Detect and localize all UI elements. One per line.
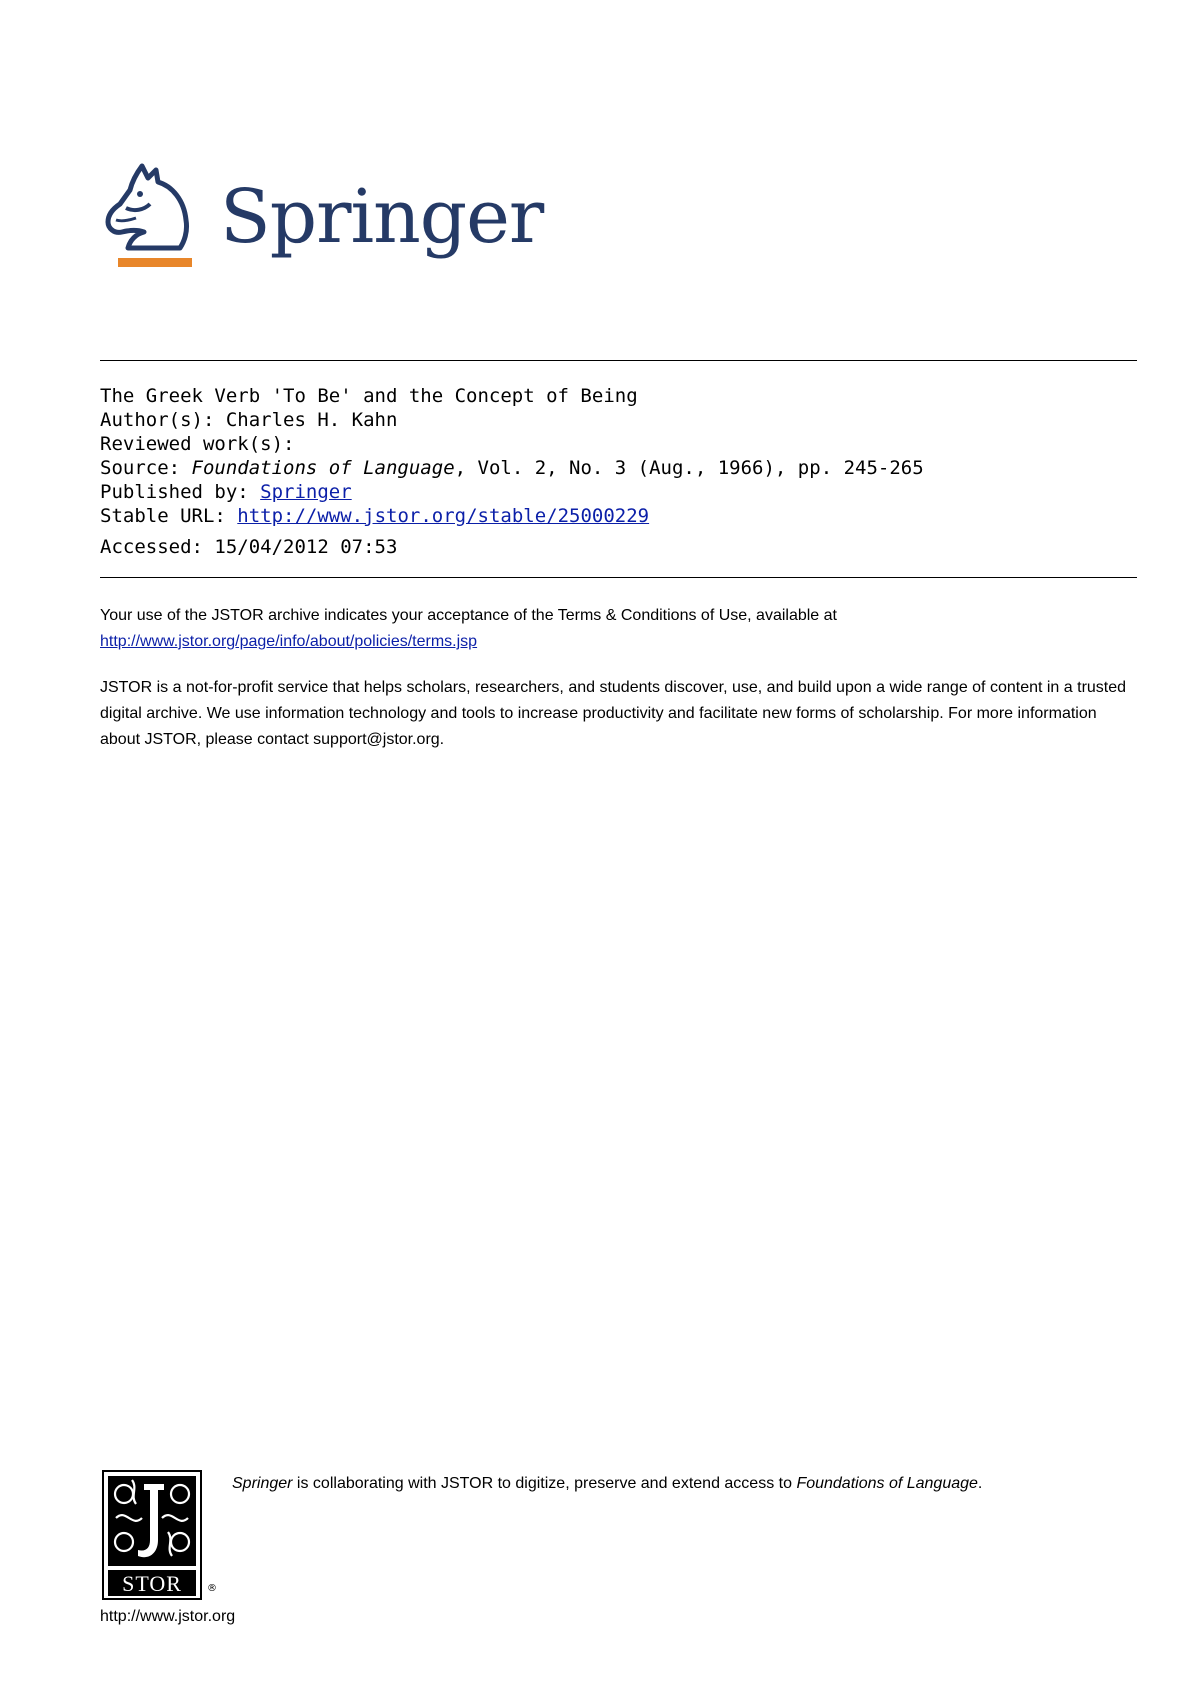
top-divider [100, 360, 1137, 361]
accessed-row [100, 535, 924, 559]
collab-end: . [977, 1475, 983, 1492]
stable-url-link[interactable]: http://www.jstor.org/stable/25000229 [237, 505, 650, 527]
journal-name: Foundations of Language [191, 457, 455, 479]
collaboration-note [232, 1473, 1132, 1495]
collab-journal: Foundations of Language [796, 1475, 978, 1492]
collab-publisher: Springer [232, 1475, 293, 1492]
author-label: Author(s): [100, 409, 215, 431]
author-name: Charles H. Kahn [225, 409, 398, 431]
accessed-label: Accessed: [100, 536, 203, 558]
terms-text: Your use of the JSTOR archive indicates your acceptance of the Terms & Conditions of Use, available at [100, 607, 837, 624]
terms-link[interactable]: http://www.jstor.org/page/info/about/policies/terms.jsp [100, 633, 478, 650]
springer-logo [100, 160, 570, 280]
accessed-date: 15/04/2012 07:53 [214, 536, 398, 558]
publisher-row [100, 480, 924, 504]
registered-mark: ® [207, 1583, 217, 1594]
reviewed-works-label: Reviewed work(s): [100, 433, 295, 455]
jstor-url: http://www.jstor.org [100, 1608, 236, 1625]
author-row [100, 408, 924, 432]
stable-url-label: Stable URL: [100, 505, 226, 527]
source-row [100, 456, 924, 480]
jstor-logo-text: STOR [122, 1571, 182, 1596]
published-by-label: Published by: [100, 481, 249, 503]
jstor-logo [102, 1470, 202, 1600]
source-details: , Vol. 2, No. 3 (Aug., 1966), pp. 245-265 [454, 457, 924, 479]
stable-url-row [100, 504, 924, 528]
source-label: Source: [100, 457, 181, 479]
citation-block [100, 384, 924, 559]
collab-middle: is collaborating with JSTOR to digitize, preserve and extend access to [292, 1475, 797, 1492]
bottom-divider [100, 577, 1137, 578]
springer-wordmark: Springer [220, 174, 544, 260]
jstor-about-paragraph: JSTOR is a not-for-profit service that helps scholars, researchers, and students discover, use, and build upon a wide range of content in a trusted digital archive. We use information technology and tools to increase productivity and facilitate new forms of scholarship. For more information about JSTOR, please contact support@jstor.org. [100, 679, 1127, 748]
publisher-link[interactable]: Springer [260, 481, 352, 503]
article-title: The Greek Verb 'To Be' and the Concept of Being [100, 385, 638, 407]
springer-horse-icon [100, 160, 200, 280]
terms-notice [100, 603, 1140, 655]
